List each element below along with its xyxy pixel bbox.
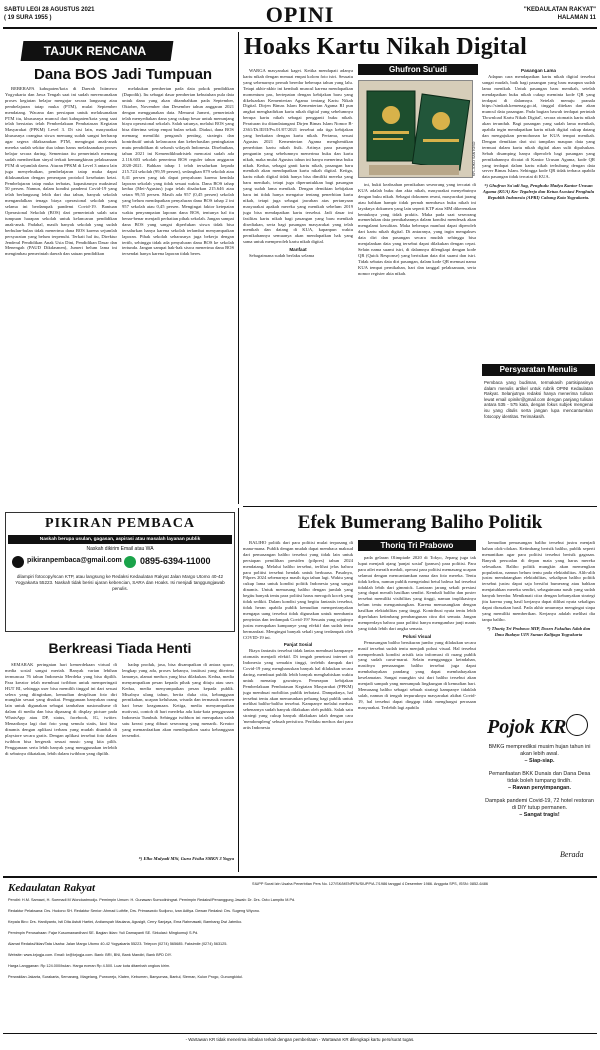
berkreasi-col1: SEMARAK peringatan hari kemerdekaan virtual di media sosial sangat meriah. Banyak varian lebihan termuncaa 76 tahun Indonesia Merdeka yang bisa dipilih. Para kreator telah membuat twibbon untuk memperingati HUT RI, sehingga user bisa memilih tinggal ini dari sesuai selera yang diinginkan, kemudian desiplisan foto diri mungkin sesuai yang disukai. Penggunaan banyakan orang lain untuk digunakan sebagai tambahan nasionalisme di dalam di media dan bisa dipasang di display picture pada WhatsApp atau DP, status, facebook, IG, twitter. Menariknya lagi dari foto yang semula statis, kini bisa dinamis dengan aplikasi terbaru yang mudah diunduh di playstore secara gratis. Dengan aplikasi tersebut foto dalam twibbon bisa bergerak sesuai music yang kita pilih. Penggunaan serta lebih banyak yang menggunakan terlebih di sebutnya dikatakan, lebih dalam twibbon yang dipilih.: [5, 662, 117, 756]
baliho-col1: BALIHO politik dari para politisi mulai terpasang di mana-mana. Publik dengan mudah dapat membaca maksud dari pemasangan baliho tersebut yang tidak lain untuk persiapan pemilihan presiden (pilpres) tahun 2024 mendatang. Melalui baliho tersebut, terlihat jelas bahwa para politisi tersebut hendak untuk berkuasa. Pasalnya, Pilpres 2024 sebenarnya masih tiga tahun lagi. Waktu yang cukup lama untuk kondisi politik Indonesia yang sangat dinamis. Untuk memasang baliho dengan jumlah yang begitu banyak tentu para politisi harus merogoh kocek yang tidak sedikit. Dalam kondisi yang begitu fantastis tersebut, tidak heran apabila publik kemudian mempertanyakan mengapa uang tersebut tidak digunakan untuk membantu penyintas dan terdampak Covid-19? Sesuatu yang sejatinya justru merupakan kampanye yang efektif dan sudah tentu bermanfaat. Mengingat banyak sekali yang terdampak oleh COVID-19 ini. Panjat Sosial Biaya fantastis tersebut tidak lantas membuat kampanye otomatis menjadi efektif. Di tengah penetrasi internet di Indonesia yang semakin tinggi, terlebih dampak dari Covid-19 yang mengharuskan banyak hal dilakukan secara daring, membuat publik lebih banyak menghabiskan waktu untuk menatap gawainya. Penerapan kebijakan Pemberlakuan Pembatasan Kegiatan Masyarakat (PPKM) juga membuat mobilitas publik terbatasi. Dampaknya, hal tersebut tentu akan menurunkan peluang bagi publik untuk melihat baliho-baliho tersebut. Kampanye melalui medsos sebenarnya sudah banyak dilakukan oleh publik. Salah satu strategi yang cukup banyak dilakukan ialah dengan cara 'mendompleng' sebuah peristiwa. Perilaku medsos dari para artis Indonesia: [243, 540, 353, 731]
hoaks-col2: ini, bukti keabsahan pernikahan seseorang yang tercatat di KUA adalah buku dan akta nikah, masyarakat menyebutnya dengan buku nikah. Sebagai dokumen resmi, masyarakat jarang atau bahkan hampir tidak pernah membawa buku nikah ini layaknya dokumen yang lain seperti KTP atau SIM dikerenakan bentuknya yang tidak praktis. Maka pada saat seseorang memerlukan data pernikahannya dalam kondisi mendesak akan mengalami kesulitan. Maka beberapa manfaat dapat diperoleh dari kartu nikah digital. Di antaranya, yang ingin mengakses data diri dan pasangan secara mudah sehingga bisa menjalankan data yang tersebut dapat dilakukan dengan cepat. Selain nama suami istri, di dalamnya dilengkapi dengan kode QR (Quick Response) yang berisikan data diri suami dan istri. Tidak sebatas data diri pasangan, dalam kode QR memuat nama KUA tempat pernikahan, hari dan tanggal pelaksanaan, serta nomor register akta nikah.: [358, 182, 476, 276]
pikiran-line1: Naskah berupa usulan, gagasan, aspirasi atau masalah layanan publik: [39, 537, 201, 542]
berkreasi-bio: *) Elko Mulyadi MSi, Guru Fisika SMKN 3 Yogya: [138, 856, 234, 861]
masthead-logo: Kedaulatan Rakyat: [8, 882, 96, 894]
hoaks-col1: WARGA masyarakat kaget. Ketika mendapati adanya kartu nikah dengan menuai empat kolom foto istri. Sesuatu yang sebenarnya pernah beredar beberapa tahun yang lalu. Tetapi akhir-akhir ini kembali muncul karena mendapatkan momentum pas, bertepatan dengan kebijakan baru yang dikeluarkan Kementerian Agama tentang Kartu Nikah Digital. Dirjen Bimas Islam Kementerian Agama RI pun angkat menghadirkan kartu nikah digital yang sebelumnya berupa kartu nikah sebagai pengganti buku nikah. Peraturan itu ditandatangani Dirjen Bimas Islam Nomor B-2361/Dt.III/II/Pw.01/07/2021 tersebut ada tiga kebijakan yang berkaitan dengan kartu nikah. Pertama, sesuai Agustus 2021 Kementerian Agama menghentikan penerbitan kartu nikah fisik. Artinya para pasangan pengantin yang sebelumnya menerima buku dan kartu nikah, maka mulai Agustus tahun ini hanya menerima buku nikah. Kedua, sebagai ganti kartu nikah, pasangan baru menikah akan mendapatkan kartu nikah digital. Ketiga, kartu nikah digital tidak hanya bisa dimiliki mereka yang baru menikah, tetapi juga diperuntukkan bagi pasangan yang sudah lama menikah. Dengan demikian kebijakan baru ini tidak hanya mengatur tentang penerbitan kartu nikah, tetapi juga sebagai jawaban atas pertanyaan masyarakat apakah mereka yang menikah sebelum 2019 juga bisa mendapatkan kartu tersebut. Jadi dasar ini fasilitas kartu nikah bagi pasangan yang baru menikah disediakan, serta bagi pasangan masyarakat yang telah menikah dan datang di KUA, kapanpun waktu pernikahannya semuanya akan mendapatkan hak yang sama untuk memperoleh kartu nikah digital. Manfaat Sebagaimana sudah berlaku selama: [243, 68, 353, 259]
pojok-text: BMKG memprediksi musim hujan tahun ini akan lebih awal. – Siap-siap. Pemanfaatan BKK Dunais dan Dana Desa tidak boleh tumpang tindih. – Rawan penyimpangan. Dampak pandemi Covid-19, 72 hotel restoran di DIY tutup permanen. – Sangat tragis!: [485, 744, 594, 818]
issue-date: SABTU LEGI 28 AGUSTUS 2021 ( 19 SURA 1955 ): [4, 7, 95, 21]
baliho-author: Thoriq Tri Prabowo: [380, 541, 454, 550]
header-rule: [3, 27, 597, 29]
tajuk-label-text: TAJUK RENCANA: [43, 44, 147, 58]
pojok-title: Pojok KR: [487, 716, 567, 738]
masthead-rule: [3, 876, 597, 878]
masthead-footer: - Wartawan KR tidak menerima imbalan terkait dengan pemberitaan - Wartawan KR dilengkapi kartu pers/surat tugas.: [185, 1037, 415, 1042]
masthead-lines: Pendiri: H.M. Samawi, H. Soemadi M Wondoatmodjo. Pemimpin Umum: H. Gunawan Sumodiningrat. Pemimpin Redaksi/Penanggung Jawab: Dr. Drs. Octo Lampito M.Pd. Redaktur Pelaksana: Drs. Hudono SH. Redaktur Senior: Ahmad Luthfie, Drs. Primaswolo Sudjono, Ivan Aditya. Dewan Redaksi: Drs. Sugeng Wiyono. Kepala Biro: Drs. Hardiyanto, Isti Dita Astuti Hartini, Ardiansyah Maulana, Agusigit, Cerry Sanjaya, Ema Rahmawati, Bambang Dwi Jatmiko. Pemimpin Perusahaan: Fajar Kusumawardhani SE. Bagian Iklan: Yuli Damayanti SE. Sirkulasi: Mingkomuji S.Pd. Alamat Redaksi/Iklan/Tata Usaha: Jalan Margo Utomo 40-42 Yogyakarta 55223. Telepon (0274) 565685. Faksimile (0274) 563125. Website: www.krjogja.com. Email: kr@krjogja.com. Bank: BRI, BNI, Bank Mandiri, Bank BPD DIY. Harga Langganan: Rp 124.000/bulan. Harga eceran Rp 4.500. Luar kota ditambah ongkos kirim. Perwakilan Jakarta, Surakarta, Semarang, Magelang, Purworejo, Klaten, Kebumen, Banyumas, Bantul, Sleman, Kulon Progo, Gunungkidul.: [8, 898, 296, 979]
tajuk-title: Dana BOS Jadi Tumpuan: [34, 66, 213, 83]
page-info: "KEDAULATAN RAKYAT" HALAMAN 11: [523, 7, 596, 21]
masthead-siupp: SIUPP Surat Izin Usaha Penerbitan Pers No. 127/SK/MENPEN/SIUPP/A.7/1986 tanggal 4 Desember 1986. Anggota SPS, ISSN: 0852-6486: [252, 882, 488, 886]
vrule-bottom: [238, 508, 239, 872]
berkreasi-title: Berkreasi Tiada Henti: [48, 640, 192, 656]
hoaks-title: Hoaks Kartu Nikah Digital: [244, 34, 528, 60]
vrule-tajuk: [238, 32, 239, 504]
baliho-title: Efek Bumerang Baliho Politik: [297, 512, 543, 533]
pojok-logo-icon: [566, 714, 588, 736]
hoaks-author: Ghufron Su'udi: [389, 65, 447, 74]
marriage-card-image: [359, 81, 473, 178]
baliho-col2: pada gelaran Olimpiade 2020 di Tokyo, Jepang juga tak luput menjadi ajang 'panjat sosial' (pansos) para politisi. Para para atlet meraih medali, operasi para politisi memasang ucapan selamat dengan mencantumkan nama dan foto mereka. Tentu tidak keliru, namun publik mengetahui betul bahwa hal tersebut tidaklah lebih dari gimmick. Lantaran jarang sekali prestasi yang dapat meraih hasilkan sendiri. Kembali baliho dan poster tersebut memiliki visibilitas yang tinggi, namun implikasinya belum tentu menguntungkan. Karena memasangkan dengan hasilkan elektabilitas yang tinggi. Kontribusi nyata tentu lebih diperlukan ketimbang pembangunan citra diri semata. Jangan memperdaya bahwa para politisi hanya mengumbar janji manis yang tidak lebih dari angka semata. Polusi Visual Pemasangan baliho berukuran jumbo yang dilakukan secara masif tersebut sudah tentu menjadi polusi visual. Hal tersebut memperburuk kondisi aristik tata informasi di ruang publik yang sudah carut-marut. Selain mengganggu keindahan, masifnya pemasangan baliho tersebut juga dapat membahayakan pandang yang dapat membahayakan keselamatan. Sangat mungkin sisi dari baliho tersebut akan menjadi sampah yang menumpuk lingkungan di kemudian hari. Memasang baliho sebagai sebuah strategi kampanye tidaklah salah, namun di tengah terpuruknya masyarakat akibat Covid-19, hal tersebut dapat dinggap tidak menghargai perasaan masyarakat. Terlebih lagi apabila: [358, 555, 476, 710]
tajuk-col1: BEBERAPA kabupaten/kota di Daerah Istimewa Yogyakarta dan Jawa Tengah saat ini sudah merencanakan proses kegiatan belajar mengajar secara langsung atau pembelajaran tatap muka (PTM), mulai September mendatang. Wacana dan persiapan untuk melaksanakan PTM itu, khususnya muncul dari kabupaten/kota yang saat telah berstatus telah Pemberlakuan Pembatasan Kegiatan Masyarakat (PPKM) Level 3. Di sisi lain, masyarakat khususnya orangtua siswa memang sudah sangat berharap agar segera dilaksanakan PTM, mengingat anak-anak mereka sudah sekitar dua tahun harus melaksanakan proses belajar secara daring. Sementara itu pemerintah memang sudah memberikan sinyal terkait kemungkinan pelaksanaan PTM di sejumlah daera. Aturan PPKM di Level 3 antara lain juga menyebutkan, pembelajaran tatap muka dapat dilaksanakan dengan penerapan protokol kesehatan ketat. Pembelajaran tatap muka terbatas, kapasitasnya maksimal 50 persen. Namun, dalam kondisi pandemi Covid-19 yang telah berlangsung lebih dari dua tahun, banyak sekolah mengandalkan tenaga biaya operasional sekolah yang selama ini berdampak pandemi Covid-19. Bantuan Operasional Sekolah (BOS) dari pemerintah salah satu tumpuan harapan sekolah untuk kelancaran pendidikan anak-anak. Padahal, masih banyak sekolah yang sudah berbulan-bulan tidak menerima dana BOS karena sejumlah persyaratan yang belum terpenuhi. Terkait hal itu, Direktur Jenderal Pendidikan Anak Usia Dini, Pendidikan Dasar dan Menengah (PAUD Dikdasmen), Jumeri belum lama ini mengimbau pemerintah daerah dan satuan pendidikan: [5, 86, 117, 257]
pikiran-line2: Naskah dikirim Email atau WA: [86, 546, 154, 552]
berkreasi-col2: hadap produk, jasa, bisa disampaikan di antara space, lengkap yang ada, proses kebanya, institusi yang diterima lamanya, alamat medsos yang bisa dilakukan. Kedua, media menyampaikan pesan kepada pihak yang dituju atau user. Kedua, media menyampaikan pesan kepada publik. Misalnya ulang tahun, berita duka cita, kebanggaan pernikahan, ucapan kelulusan, wisuda dan termasuk momen hari besar keagamaan. Ketiga, media menyampaikan motivasi, contoh di hari merdeka ada kata-kata penggunaan Indonesia Tumbuh. Sehingga twibbon ini merupakan salah satu kreasi yang dibuat seseorang yang menarik. Kreator yang memanfaatkan akan mendapatkan suatu kebanggaan tersendiri.: [122, 662, 234, 738]
tajuk-col2: melakukan pemberian pada data pokok pendidikan (Dapodik). Itu sebagai dasar pemberian kebutuhan pula data untuk dana yang akan ditambahkan pada September, Oktober, November dan Desember tahun anggaran 2021 dengan menggunakan data. Menurut Jumeri, pemerintah telah menyediakan dana yang cukup besar untuk menunjang biaya operasional sekolah. Salah satunya, melalui BOS yang bisa diterima setiap empat bulan sekali. Diakui, dana BOS memang memiliki pengaruh penting, strategis dan kontributif untuk kelancaran dan keberhasilan peningkatan mutu pendidikan di seluruh wilayah Indonesia. Disebutkan, tahun 2021 ini Kemendikbudristek mencatat sudah ada 2.116.603 sekolah penerima BOS reguler tahun anggaran 2020-2021. Bahkan tahap 1 telah tersalurkan kepada 215.724 sekolah (99,59 persen), sedangkan 879 sekolah atau 0,41 persen yang tak dapat penyaluran karena kendala laporan sekolah yang tidak sesuai waktu. Dana BOS tahap kedua (Mei-Agustus) juga telah disalurkan 215.646 atau setara 99,55 persen. Masih ada 957 (0,45 persen) sekolah yang belum mendapatkan penyaluran dana BOS tahap 2 ini 957 sekolah atau 0,45 persen. Mengingat faktor ketepatan waktu penyampaian laporan dana BOS, tentunya hal itu benar-benar menjadi perhatian pihak sekolah. Jangan sampai dana BOS yang sangat diperlukan siswa tidak bisa tersalurkan hanya karena sekolah terlambat menyampaikan laporan. Pihak sekolah seharusnya juga bekerja dengan tertib, sehingga tidak ada penyaluran dana BOS ke sekolah tertunda. Jangan sampai hak-hak siswa menerima dana BOS tersendat hanya karena laporan tidak beres.: [122, 86, 234, 257]
pojok-signature: Berada: [560, 850, 584, 859]
email-icon: [12, 556, 24, 568]
persyaratan-text: Pembaca yang budiman, termakasih partisipasinya dalam menulis artikel untuk rubrik OPINI Kedaulatan Rakyat. Selanjutnya redaksi hanya menerima tulisan lewat email opinikr@gmail.com dengan panjang tulisan antara 535 - 575 kata, dengan fokus subjek mengenai isu yang ditulis serta jangan lupa mencantumkan fotocopy identitas. Terimakasih.: [484, 380, 593, 419]
pikiran-email[interactable]: pikiranpembaca@gmail.com: [27, 557, 122, 564]
pikiran-note: dilampiri fotocopy/scan KTP, atau langsung ke Redaksi Kedaulatan Rakyat Jalan Margo Utomo 40-42 Yogyakarta 55223. Naskah tidak berisi ujaran kebencian, SARA dan Hoaks. Isi menjadi tanggungjawab penulis.: [15, 574, 225, 591]
hoaks-col3: Pasangan Lama Adapun cara mendapatkan kartu nikah digital tersebut sangat mudah, baik bagi pasangan yang baru maupun sudah lama menikah. Untuk pasangan baru menikah, setelah mendapatkan buku nikah cukup meminta kode QR yang terdapat di dalamnya. Setelah menuju pranala https://simkah.kemenag.go.id, tinggal ditekan dan akan muncul data pasangan. Pada bagian bawah terdapat perintah 'Download Kartu Nikah Digital', secara otomatis kartu nikah akan terunduh. Bagi pasangan yang sudah lama menikah, apabila ingin mendapatkan kartu nikah digital cukup datang dan mengajukan permohonan ke KUA tempat menikah. Dengan demikian dari sisi tampilan maupun data yang termuat dalam kartu nikah digital akan sulit dipalsukan. Sebab disamping hanya diperoleh bagi pasangan yang pernikahannya dicatat di Kantor Urusan Agama, kode QR yang terdapat dalam kartu nikah terhubung dengan data server Bimas Islam. Sehingga kode QR tidak terbaca apabila data pasangan tidak tercatat di KUA. *) Ghufron Su'udi Sag, Penghulu Madya Kantor Urusan Agama (KUA) Kec Tegalrejo dan Ketua Asosiasi Penghulu Republik Indonesia (APRI) Cabang Kota Yogyakarta.: [482, 68, 595, 201]
persyaratan-title: Persyaratan Menulis: [499, 365, 578, 374]
baliho-col3: kemudian pemasangan baliho tersebut justru menjadi bahan olok-olokan. Ketimbang berisik baliho, publik seperti menantikan agar para politisi tersebut berisik gagasan. Banyak persoalan di depan mata yang harus mereka selesaikan. Baliho politik mungkin akan memengkan popularitas, namun belum tentu pada elektabilitas. Alih-alih justru mendatangkan elektabilitas, sekalipun baliho politik tersebut justru dapat saja bersifat bumerang atau bahkan menjatuhkan mereka sendiri, sebagaimana nasib yang sudah banyak beredar. Menikmati citra dengan kebanyakan strategi jitu karena yang hasil kerjanya dapat dilihat nyata sekaligus dapat dirasakan hasil. Pada akhir umumnya mengingat siapa yang memiliki memberikan. Kerjanya adalah melihat dia tanpa baliho. *) Thoriq Tri Prabowo MIP, Dosen Fakultas Adab dan Ilmu Budaya UIN Sunan Kalijaga Yogyakarta: [482, 540, 595, 637]
pikiran-title: PIKIRAN PEMBACA: [45, 516, 195, 531]
kartu-nikah-illustration: [358, 80, 473, 178]
photo-credit: KR-JOKO SANTOSO: [472, 141, 476, 176]
hrule-mid: [243, 506, 597, 507]
whatsapp-icon: [124, 556, 136, 568]
section-title: OPINI: [265, 2, 335, 27]
footer-rule: [3, 1033, 597, 1034]
pikiran-wa[interactable]: 0895-6394-11000: [140, 556, 211, 566]
